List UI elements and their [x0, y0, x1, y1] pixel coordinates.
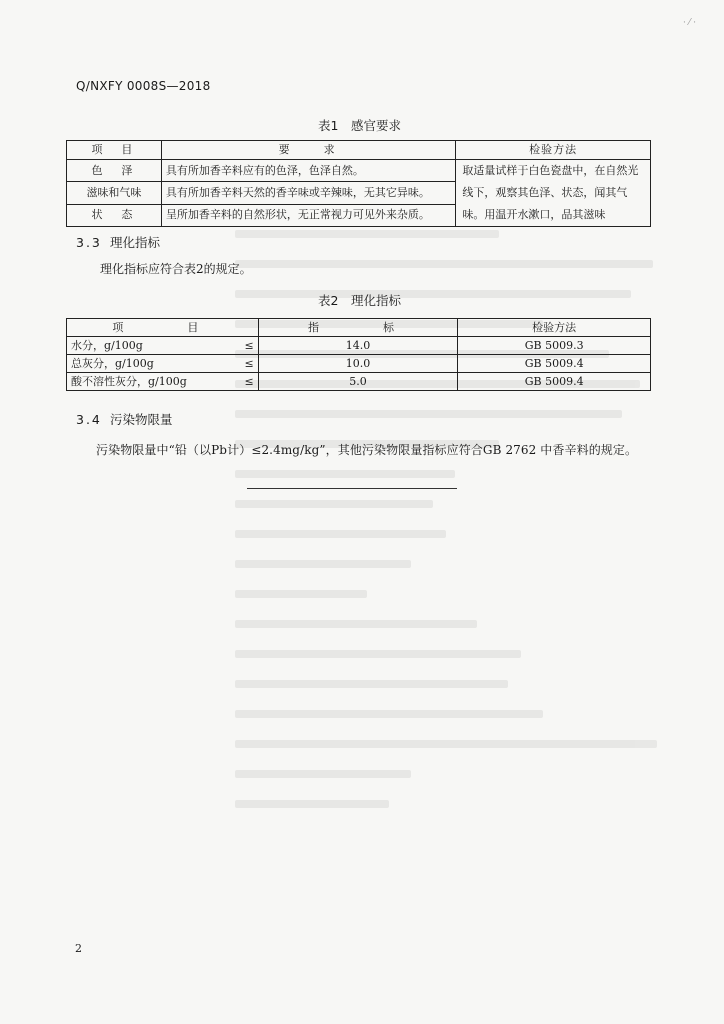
header-method: 检验方法	[458, 319, 651, 337]
table-row	[67, 355, 651, 373]
header-item: 项 目	[67, 319, 259, 337]
row-method: GB 5009.4	[458, 355, 651, 373]
row-comparator: ≤	[226, 337, 258, 355]
row-item: 状 态	[67, 204, 162, 226]
physicochemical-table	[66, 318, 651, 391]
row-item: 色 泽	[67, 160, 162, 182]
row-item: 滋味和气味	[67, 182, 162, 204]
header-item: 项 目	[67, 141, 162, 160]
table-header-row	[67, 319, 651, 337]
section-3-3-paragraph: 理化指标应符合表2的规定。	[100, 262, 252, 276]
row-requirement: 呈所加香辛料的自然形状，无正常视力可见外来杂质。	[161, 204, 455, 226]
row-item: 总灰分，g/100g	[67, 355, 227, 373]
page-number: 2	[75, 942, 82, 955]
end-rule	[247, 488, 457, 489]
row-value: 10.0	[258, 355, 458, 373]
row-requirement: 具有所加香辛料天然的香辛味或辛辣味，无其它异味。	[161, 182, 455, 204]
row-item: 酸不溶性灰分，g/100g	[67, 373, 227, 391]
row-method: GB 5009.3	[458, 337, 651, 355]
row-item: 水分，g/100g	[67, 337, 227, 355]
row-requirement: 具有所加香辛料应有的色泽，色泽自然。	[161, 160, 455, 182]
section-3-4-paragraph: 污染物限量中“铅（以Pb计）≤2.4mg/kg”，其他污染物限量指标应符合GB 2762 中香辛料的规定。	[96, 443, 638, 457]
section-heading-3-3	[76, 233, 160, 251]
row-comparator: ≤	[226, 373, 258, 391]
row-value: 14.0	[258, 337, 458, 355]
row-comparator: ≤	[226, 355, 258, 373]
method-cell: 取适量试样于白色瓷盘中，在自然光线下，观察其色泽、状态，闻其气味。用温开水漱口，品其滋味	[456, 160, 651, 227]
header-index: 指 标	[258, 319, 458, 337]
section-number: 3.4	[76, 412, 102, 427]
scan-mark: · ⁄ ·	[683, 18, 696, 28]
table-row	[67, 373, 651, 391]
table-header-row	[67, 141, 651, 160]
header-requirement: 要 求	[161, 141, 455, 160]
table1-caption: 表1 感官要求	[318, 118, 401, 133]
table2-caption: 表2 理化指标	[318, 293, 401, 308]
section-number: 3.3	[76, 235, 102, 250]
section-heading-3-4	[76, 410, 173, 428]
row-value: 5.0	[258, 373, 458, 391]
row-method: GB 5009.4	[458, 373, 651, 391]
table-row	[67, 337, 651, 355]
header-method: 检验方法	[456, 141, 651, 160]
table-row	[67, 160, 651, 182]
section-title: 污染物限量	[109, 412, 173, 427]
document-id: Q/NXFY 0008S—2018	[76, 79, 211, 93]
sensory-requirements-table	[66, 140, 651, 227]
section-title: 理化指标	[109, 235, 160, 250]
